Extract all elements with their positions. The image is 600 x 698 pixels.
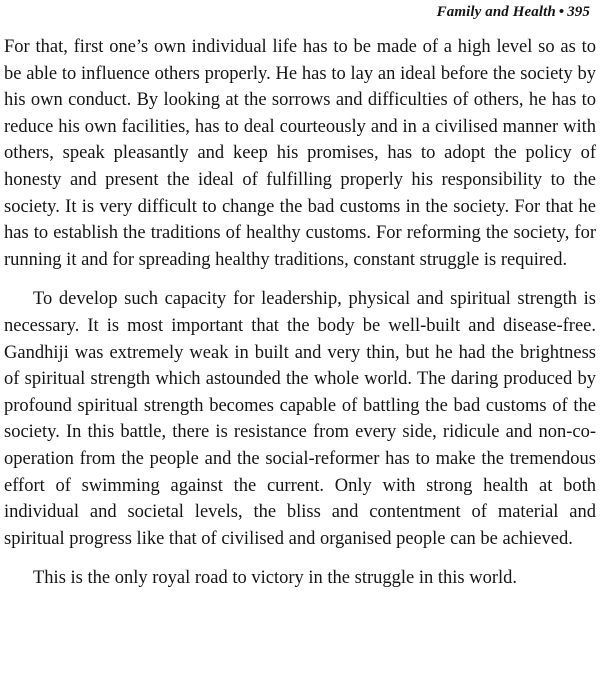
paragraph-3: This is the only royal road to victory in the struggle in this world. [33, 568, 518, 589]
paragraph-2: To develop such capacity for leadership, physical and spiritual strength is necessary. It is most important that the body be well-built and disease-free. Gandhiji was extremely weak in built and very thin, but he had the brightness of spiritual strength which astounded the whole world. The daring produced by profound spiritual strength becomes capable of battling the bad customs of the society. In this battle, there is resistance from every side, ridicule and non-co-operation from the people and the social-reformer has to make the tremendous effort of swimming against the current. Only with strong health at both individual and societal levels, the bliss and contentment of material and spiritual progress like that of civilised and organised people can be achieved. [4, 289, 596, 549]
body-text [4, 34, 596, 592]
header-separator: • [558, 4, 565, 20]
section-title: Family and Health [436, 4, 556, 20]
page-number: 395 [567, 4, 590, 20]
running-head [437, 4, 590, 21]
paragraph-1: For that, first one’s own individual life has to be made of a high level so as to be able to influence others properly. He has to lay an ideal before the society by his own conduct. By looking at the sorrows and difficulties of others, he has to reduce his own facilities, has to deal courteously and in a civilised manner with others, speak pleasantly and keep his promises, has to adopt the policy of honesty and present the ideal of fulfilling properly his responsibility to the society. It is very difficult to change the bad customs in the society. For that he has to establish the traditions of healthy customs. For reforming the society, for running it and for spreading healthy traditions, constant struggle is required. [4, 37, 596, 270]
